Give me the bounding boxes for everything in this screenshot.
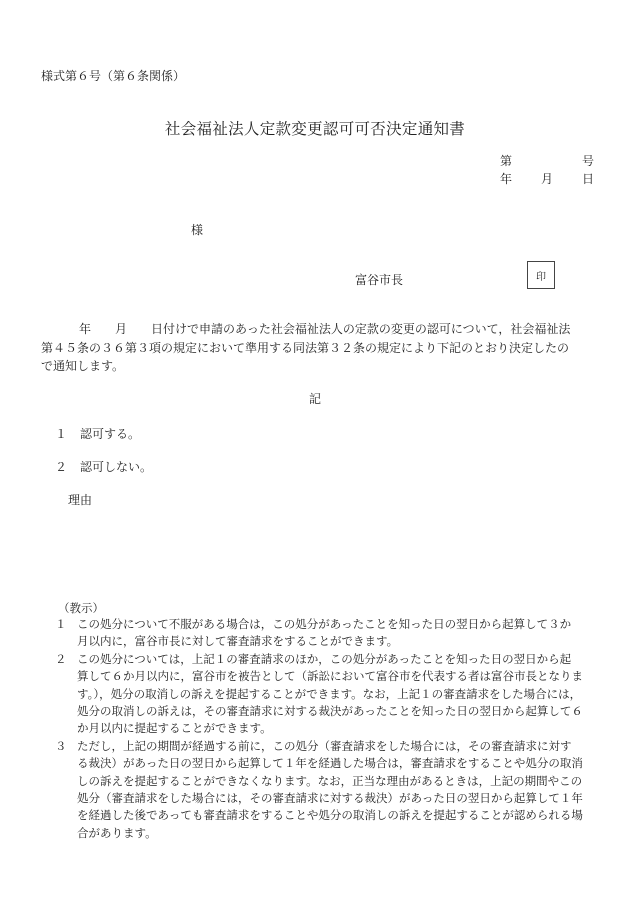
document-title: 社会福祉法人定款変更認可可否決定通知書: [164, 120, 466, 138]
kyouji-line: 処分の取消しの訴えは，その審査請求に対する裁決があったことを知った日の翌日から起算して６: [77, 704, 583, 719]
item-number: １: [55, 427, 68, 441]
kyouji-item-number: ２: [55, 651, 67, 666]
kyouji-item-number: １: [55, 617, 67, 631]
seal-label: 印: [536, 271, 546, 283]
body-line: 年 月 日付けで申請のあった社会福祉法人の定款の変更の認可について，社会福祉法: [79, 322, 571, 336]
date-month: 月: [540, 172, 553, 186]
kyouji-line: を経過した後であっても審査請求をすることや処分の取消しの訴えを提起することが認められる場: [77, 808, 583, 823]
kyouji-heading: （教示）: [58, 601, 104, 615]
kyouji-line: しの訴えを提起することができなくなります。なお，正当な理由があるときは，上記の期間やこの: [77, 773, 583, 788]
kyouji-section: [55, 616, 600, 842]
date-year: 年: [500, 172, 513, 186]
kyouji-line: 算して６か月以内に，富谷市を被告として（訴訟において富谷市を代表する者は富谷市長となりま: [77, 669, 583, 684]
decision-item-reject: [55, 458, 152, 475]
kyouji-line: この処分について不服がある場合は，この処分があったことを知った日の翌日から起算して３か: [77, 617, 572, 631]
kyouji-item: [55, 651, 600, 738]
number-prefix: 第: [500, 154, 513, 168]
item-text: 認可しない。: [80, 460, 153, 474]
kyouji-line: す。），処分の取消しの訴えを提起することができます。なお，上記１の審査請求をした場合には，: [77, 686, 582, 701]
kyouji-line: か月以内に提起することができます。: [77, 721, 272, 736]
kyouji-item: [55, 616, 600, 651]
number-suffix: 号: [581, 154, 594, 168]
reason-label: 理由: [68, 493, 93, 507]
document-number-row: [500, 152, 594, 169]
kyouji-line: ただし，上記の期間が経過する前に，この処分（審査請求をした場合には，その審査請求に対す: [77, 738, 572, 753]
kyouji-line: 合があります。: [77, 825, 157, 840]
item-text: 認可する。: [80, 427, 141, 441]
seal-box: [527, 261, 555, 289]
date-day: 日: [581, 172, 594, 186]
body-line: で通知します。: [41, 359, 125, 373]
document-date-row: [500, 170, 594, 187]
kyouji-line: る裁決）があった日の翌日から起算して１年を経過した場合は，審査請求をすることや処分の取消: [77, 756, 583, 771]
kyouji-item: [55, 738, 600, 842]
form-number: 様式第６号（第６条関係）: [41, 69, 186, 83]
body-paragraph: [41, 320, 593, 376]
issuer-name: 富谷市長: [355, 273, 404, 287]
decision-item-approve: [55, 425, 140, 442]
kyouji-line: この処分については，上記１の審査請求のほか，この処分があったことを知った日の翌日から起: [77, 651, 572, 666]
body-line: 第４５条の３６第３項の規定において準用する同法第３２条の規定により下記のとおり決定したの: [41, 340, 570, 355]
kyouji-item-number: ３: [55, 738, 67, 753]
item-number: ２: [55, 460, 68, 474]
ki-heading: 記: [308, 392, 321, 406]
kyouji-line: 処分（審査請求をした場合には，その審査請求に対する裁決）があった日の翌日から起算して１年: [77, 791, 583, 806]
addressee-honorific: 様: [191, 223, 204, 237]
kyouji-line: 月以内に，富谷市長に対して審査請求をすることができます。: [77, 634, 399, 649]
